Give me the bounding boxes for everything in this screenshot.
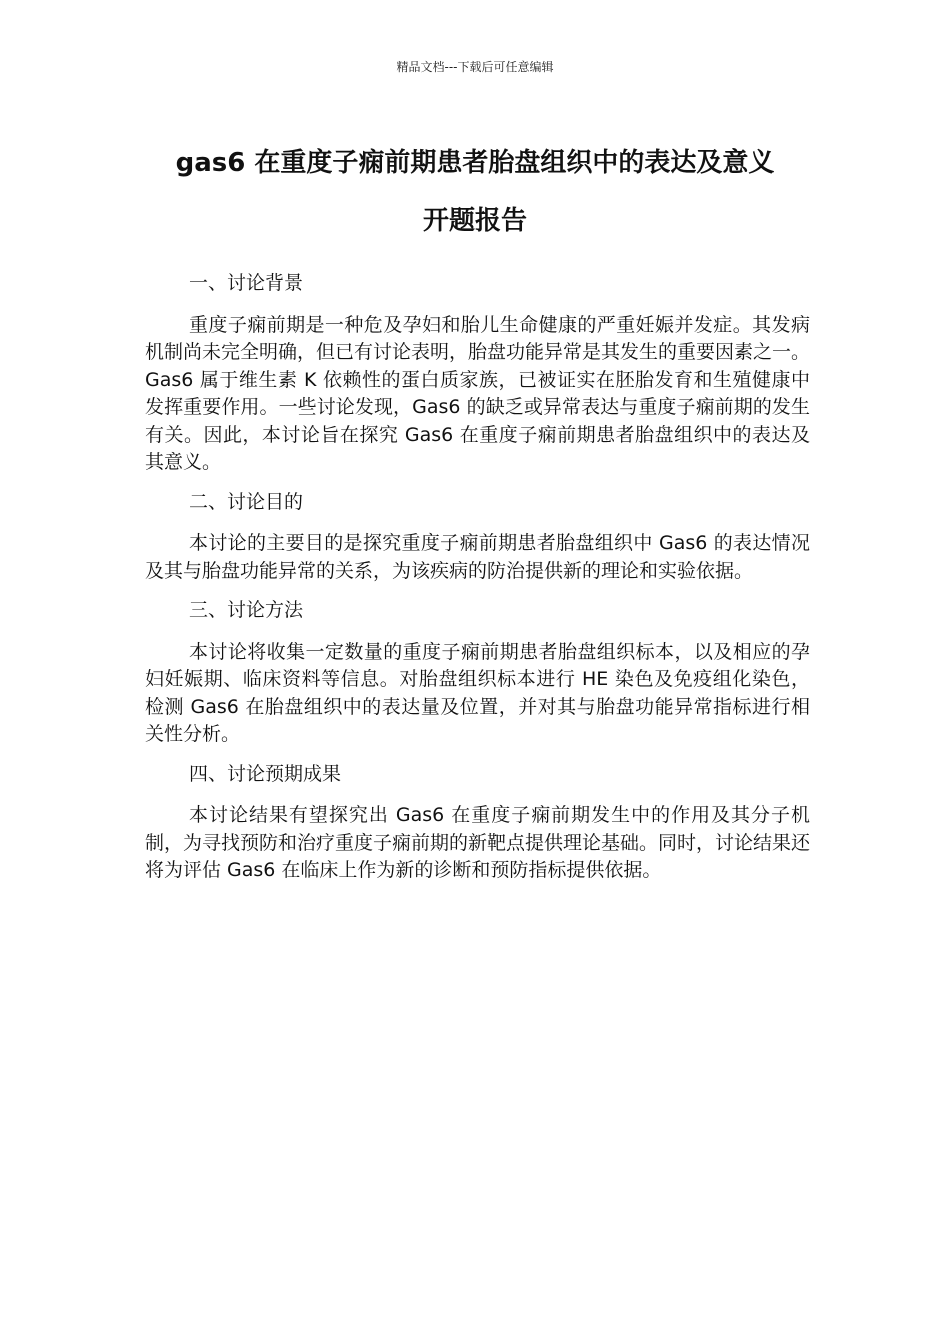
page-header: 精品文档---下载后可任意编辑 bbox=[396, 60, 554, 74]
section-background bbox=[145, 270, 810, 477]
section-paragraph: 本讨论的主要目的是探究重度子痫前期患者胎盘组织中 Gas6 的表达情况及其与胎盘功能异常的关系，为该疾病的防治提供新的理论和实验依据。 bbox=[145, 532, 810, 582]
section-heading: 二、讨论目的 bbox=[189, 490, 304, 513]
section-heading: 一、讨论背景 bbox=[189, 272, 304, 294]
section-methods bbox=[145, 597, 810, 749]
section-heading: 四、讨论预期成果 bbox=[189, 762, 342, 785]
section-expected-results bbox=[145, 761, 810, 885]
document-body bbox=[145, 270, 810, 897]
document-title-line-2: 开题报告 bbox=[422, 206, 527, 236]
section-purpose bbox=[145, 489, 810, 586]
document-title-line-1: gas6 在重度子痫前期患者胎盘组织中的表达及意义 bbox=[175, 148, 775, 178]
section-heading: 三、讨论方法 bbox=[189, 599, 304, 621]
section-paragraph: 本讨论结果有望探究出 Gas6 在重度子痫前期发生中的作用及其分子机制，为寻找预防和治疗重度子痫前期的新靶点提供理论基础。同时，讨论结果还将为评估 Gas6 在临床上作为新的诊断和预防指标提供依据。 bbox=[145, 804, 811, 881]
section-paragraph: 本讨论将收集一定数量的重度子痫前期患者胎盘组织标本，以及相应的孕妇妊娠期、临床资料等信息。对胎盘组织标本进行 HE 染色及免疫组化染色，检测 Gas6 在胎盘组织中的表达量及位置，并对其与胎盘功能异常指标进行相关性分析。 bbox=[145, 640, 810, 745]
section-paragraph: 重度子痫前期是一种危及孕妇和胎儿生命健康的严重妊娠并发症。其发病机制尚未完全明确，但已有讨论表明，胎盘功能异常是其发生的重要因素之一。Gas6 属于维生素 K 依赖性的蛋白质家族，已被证实在胚胎发育和生殖健康中发挥重要作用。一些讨论发现，Gas6 的缺乏或异常表达与重度子痫前期的发生有关。因此，本讨论旨在探究 Gas6 在重度子痫前期患者胎盘组织中的表达及其意义。 bbox=[145, 313, 811, 473]
document-title bbox=[110, 134, 840, 250]
